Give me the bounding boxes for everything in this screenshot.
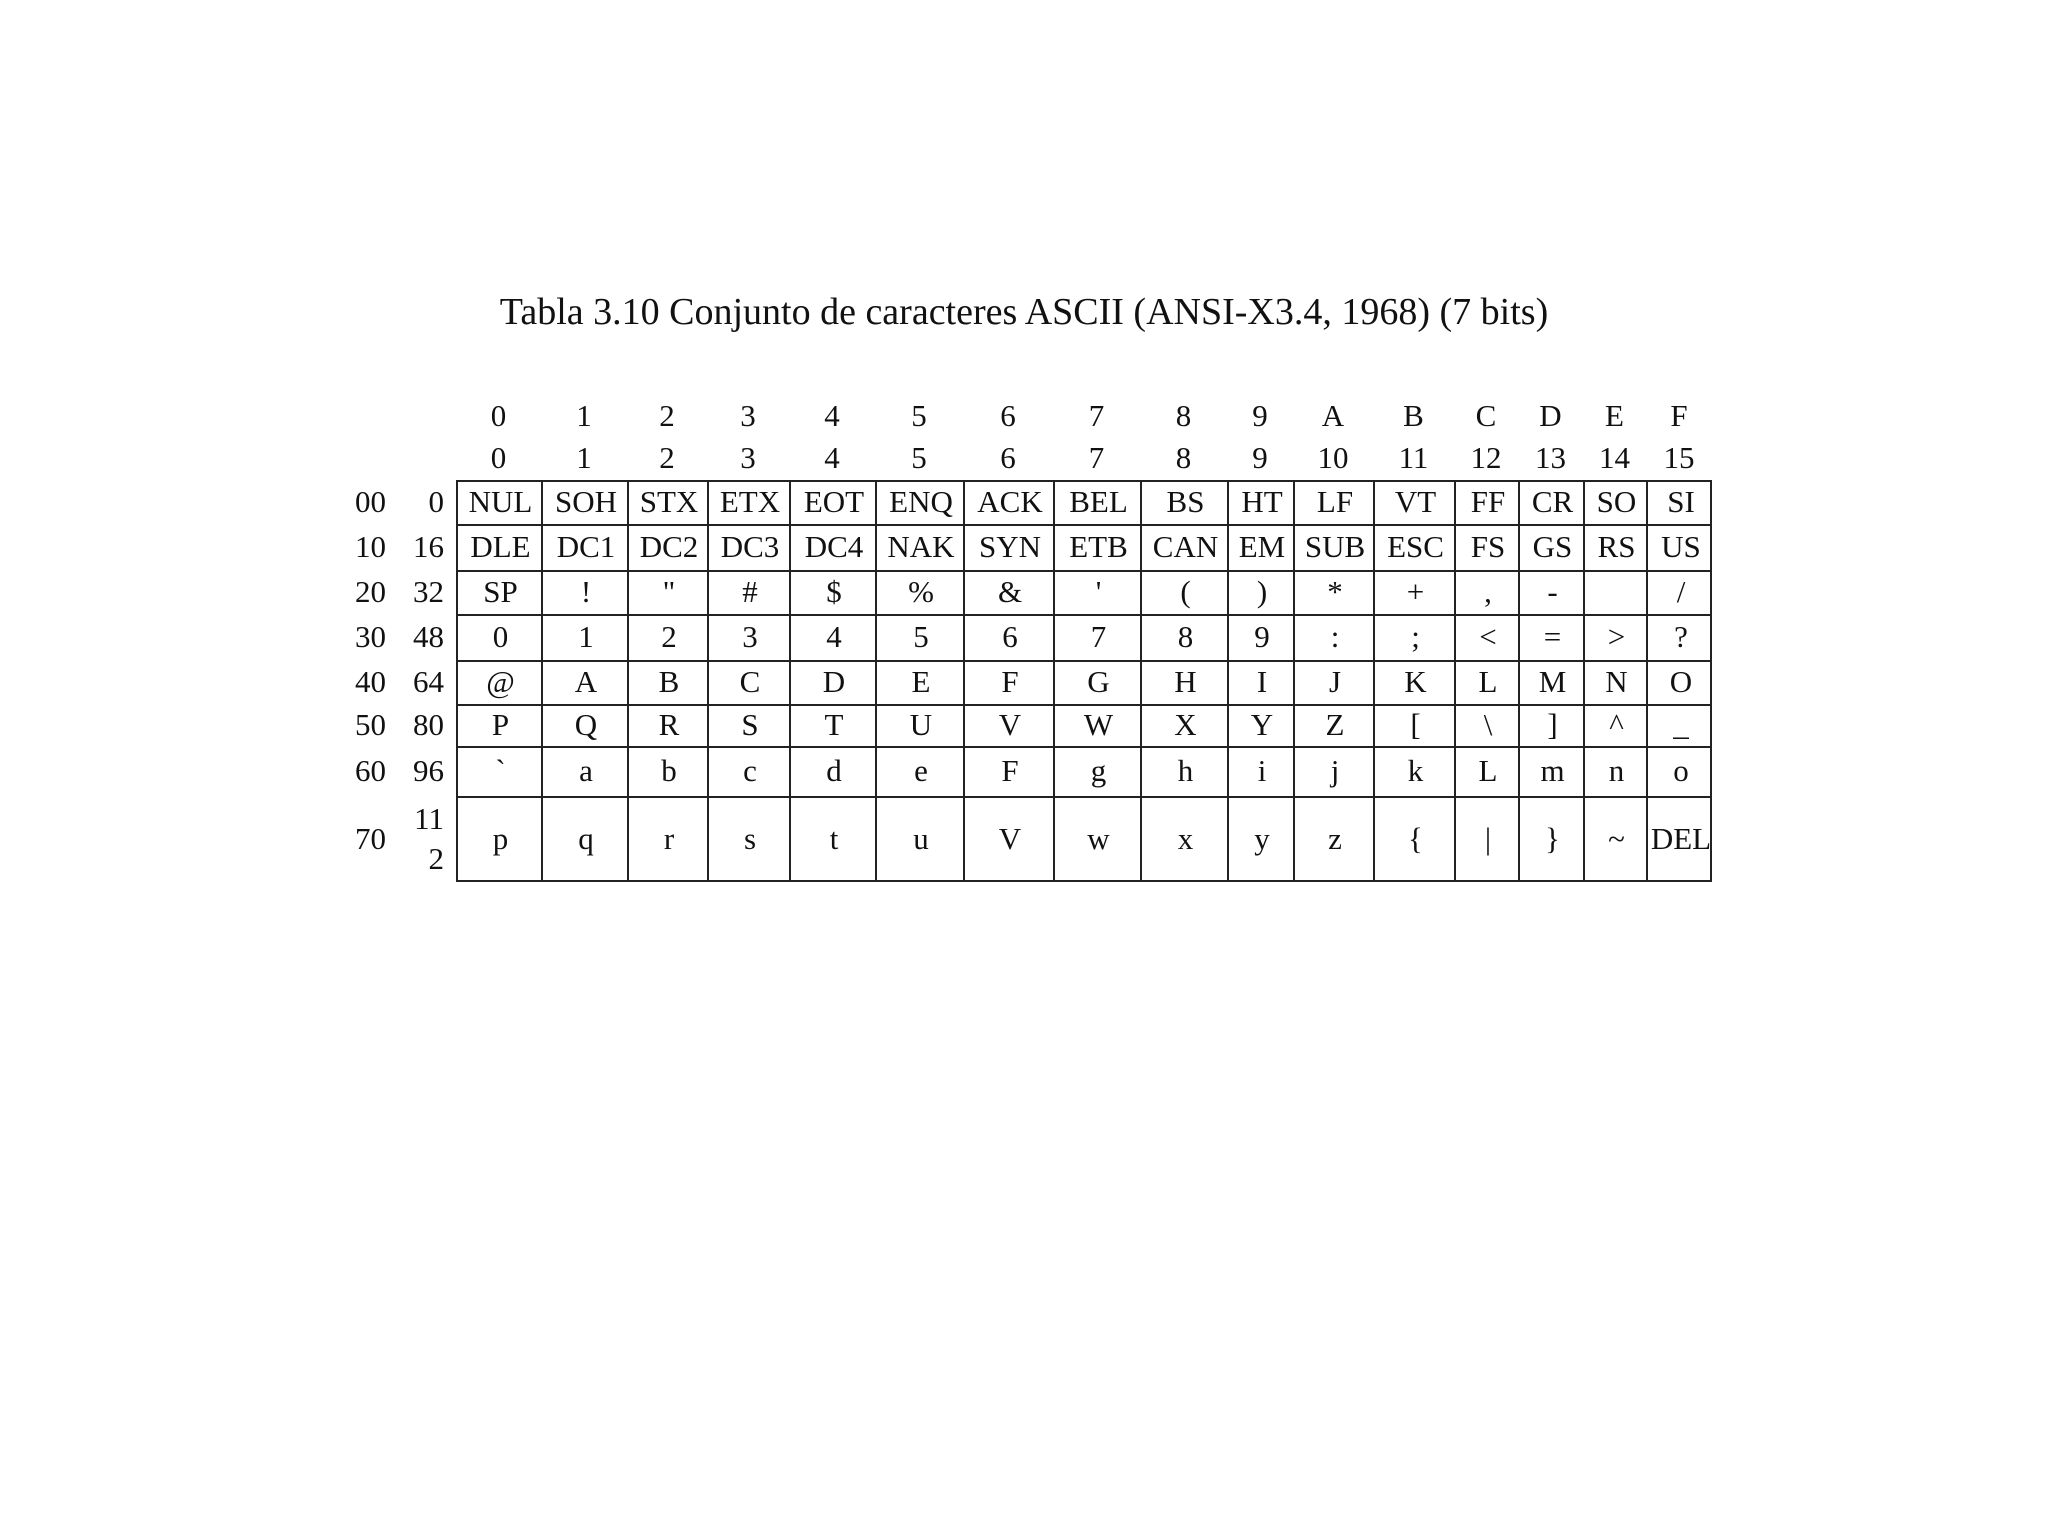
row-label-dec: 80: [413, 707, 444, 742]
column-header-hex: 3: [740, 398, 756, 433]
table-cell: S: [741, 707, 759, 742]
table-cell: Q: [574, 707, 598, 742]
table-cell: ETB: [1069, 529, 1128, 564]
table-cell: {: [1408, 821, 1423, 856]
table-cell: 6: [1002, 619, 1018, 654]
table-cell: V: [998, 707, 1022, 742]
table-cell: B: [658, 664, 680, 699]
table-cell: HT: [1241, 484, 1283, 519]
table-cell: U: [909, 707, 933, 742]
table-cell: ": [662, 574, 676, 609]
row-label-dec: 0: [428, 484, 444, 519]
row-divider: [458, 796, 1710, 798]
table-cell: |: [1484, 821, 1492, 856]
column-header-dec: 6: [1000, 440, 1016, 475]
column-header-dec: 4: [824, 440, 840, 475]
table-cell: SO: [1596, 484, 1637, 519]
table-cell: P: [491, 707, 510, 742]
row-label-hex: 40: [355, 664, 386, 699]
table-cell: SYN: [978, 529, 1041, 564]
table-cell: #: [742, 574, 758, 609]
table-cell: ETX: [719, 484, 781, 519]
table-cell: STX: [639, 484, 699, 519]
table-cell: 3: [742, 619, 758, 654]
table-cell: CAN: [1152, 529, 1219, 564]
column-header-hex: B: [1403, 398, 1424, 433]
table-cell: <: [1479, 619, 1497, 654]
table-cell: O: [1669, 664, 1693, 699]
column-header-hex: 4: [824, 398, 840, 433]
table-cell: >: [1607, 619, 1626, 654]
table-cell: ': [1095, 574, 1102, 609]
table-cell: !: [580, 574, 592, 609]
table-cell: 1: [578, 619, 594, 654]
column-header-hex: 0: [490, 398, 507, 433]
column-header-hex: 8: [1175, 398, 1192, 433]
table-cell: o: [1673, 753, 1689, 788]
table-cell: b: [661, 753, 677, 788]
table-cell: ): [1256, 574, 1268, 609]
table-cell: k: [1407, 753, 1424, 788]
table-cell: _: [1673, 707, 1689, 742]
table-cell: p: [492, 821, 509, 856]
column-header-dec: 8: [1175, 440, 1192, 475]
table-cell: *: [1327, 574, 1343, 609]
table-cell: FF: [1470, 484, 1506, 519]
column-header-hex: 2: [659, 398, 675, 433]
table-cell: &: [997, 574, 1023, 609]
table-cell: DEL: [1650, 821, 1712, 856]
table-cell: C: [739, 664, 761, 699]
row-label-hex: 00: [355, 484, 386, 519]
table-cell: 9: [1254, 619, 1270, 654]
row-label-dec: 64: [413, 664, 444, 699]
table-cell: $: [826, 574, 842, 609]
table-cell: DLE: [470, 529, 531, 564]
column-header-dec: 15: [1663, 440, 1695, 475]
table-cell: @: [486, 664, 515, 699]
table-cell: [: [1410, 707, 1421, 742]
table-cell: ^: [1609, 707, 1624, 742]
table-cell: 4: [826, 619, 842, 654]
table-cell: ?: [1674, 619, 1688, 654]
table-cell: q: [578, 821, 594, 856]
row-label-hex: 30: [355, 619, 386, 654]
table-cell: `: [495, 753, 506, 788]
column-header-dec: 0: [490, 440, 507, 475]
table-cell: EM: [1238, 529, 1286, 564]
table-cell: r: [663, 821, 675, 856]
column-header-dec: 9: [1252, 440, 1268, 475]
column-header-dec: 10: [1317, 440, 1349, 475]
table-cell: 5: [913, 619, 929, 654]
row-label-dec: 96: [413, 753, 444, 788]
table-cell: 8: [1177, 619, 1194, 654]
table-cell: u: [913, 821, 929, 856]
table-cell: US: [1661, 529, 1701, 564]
table-cell: N: [1605, 664, 1628, 699]
table-cell: DC4: [804, 529, 864, 564]
column-header-dec: 2: [659, 440, 675, 475]
table-cell: RS: [1597, 529, 1636, 564]
table-cell: Z: [1325, 707, 1345, 742]
table-cell: BS: [1166, 484, 1205, 519]
row-label-hex: 20: [355, 574, 386, 609]
table-cell: F: [1001, 664, 1019, 699]
table-cell: ESC: [1387, 529, 1444, 564]
table-cell: K: [1404, 664, 1427, 699]
table-cell: ACK: [977, 484, 1043, 519]
column-header-hex: 5: [911, 398, 927, 433]
column-header-hex: 6: [1000, 398, 1016, 433]
table-cell: J: [1328, 664, 1342, 699]
table-cell: w: [1087, 821, 1110, 856]
column-header-hex: 9: [1252, 398, 1268, 433]
table-cell: 0: [492, 619, 509, 654]
row-label-dec: 16: [413, 529, 444, 564]
ascii-table: [456, 480, 1712, 882]
table-cell: d: [826, 753, 842, 788]
table-cell: NUL: [468, 484, 533, 519]
table-cell: ENQ: [889, 484, 953, 519]
table-cell: L: [1478, 753, 1498, 788]
table-cell: m: [1540, 753, 1565, 788]
table-title: Tabla 3.10 Conjunto de caracteres ASCII (ANSI-X3.4, 1968) (7 bits): [499, 291, 1549, 333]
column-header-dec: 5: [911, 440, 927, 475]
table-cell: DC3: [720, 529, 780, 564]
table-cell: H: [1174, 664, 1197, 699]
row-label-hex: 50: [355, 707, 386, 742]
column-header-dec: 11: [1398, 440, 1429, 475]
table-cell: Y: [1250, 707, 1274, 742]
table-cell: ;: [1411, 619, 1420, 654]
table-cell: x: [1177, 821, 1194, 856]
table-cell: I: [1256, 664, 1268, 699]
table-cell: y: [1254, 821, 1270, 856]
table-cell: 7: [1090, 619, 1107, 654]
column-header-hex: C: [1475, 398, 1497, 433]
table-cell: z: [1328, 821, 1342, 856]
table-cell: F: [1001, 753, 1019, 788]
row-label-hex: 10: [355, 529, 386, 564]
table-cell: a: [579, 753, 593, 788]
column-header-dec: 7: [1088, 440, 1105, 475]
column-header-dec: 12: [1470, 440, 1502, 475]
column-header-hex: D: [1539, 398, 1562, 433]
table-cell: V: [998, 821, 1022, 856]
table-cell: }: [1545, 821, 1560, 856]
table-cell: g: [1090, 753, 1107, 788]
table-cell: E: [911, 664, 931, 699]
table-cell: [1585, 570, 1648, 614]
table-cell: -: [1547, 574, 1558, 609]
column-header-dec: 13: [1535, 440, 1566, 475]
table-cell: VT: [1394, 484, 1437, 519]
table-cell: t: [829, 821, 839, 856]
table-cell: SUB: [1304, 529, 1366, 564]
table-cell: +: [1406, 574, 1425, 609]
table-cell: s: [743, 821, 757, 856]
table-cell: SP: [483, 574, 518, 609]
table-cell: 2: [661, 619, 677, 654]
table-cell: SI: [1667, 484, 1695, 519]
table-cell: /: [1676, 574, 1686, 609]
table-cell: LF: [1316, 484, 1354, 519]
table-cell: BEL: [1069, 484, 1128, 519]
table-cell: \: [1483, 707, 1493, 742]
row-label-hex: 70: [355, 821, 386, 856]
table-cell: EOT: [803, 484, 865, 519]
table-cell: GS: [1532, 529, 1573, 564]
table-cell: X: [1174, 707, 1197, 742]
table-cell: NAK: [887, 529, 955, 564]
table-cell: (: [1180, 574, 1191, 609]
column-header-hex: E: [1605, 398, 1624, 433]
table-cell: h: [1177, 753, 1194, 788]
table-cell: M: [1538, 664, 1567, 699]
column-header-hex: A: [1321, 398, 1345, 433]
table-cell: ,: [1484, 574, 1492, 609]
table-cell: DC2: [639, 529, 699, 564]
table-cell: ]: [1547, 707, 1558, 742]
table-cell: n: [1608, 753, 1625, 788]
column-header-hex: 7: [1088, 398, 1105, 433]
table-cell: e: [914, 753, 928, 788]
table-cell: ~: [1608, 821, 1625, 856]
row-label-hex: 60: [355, 753, 386, 788]
table-cell: DC1: [556, 529, 616, 564]
table-cell: R: [658, 707, 680, 742]
table-cell: A: [574, 664, 598, 699]
table-cell: i: [1257, 753, 1267, 788]
column-header-hex: 1: [576, 398, 592, 433]
column-header-dec: 1: [576, 440, 592, 475]
column-header-hex: F: [1670, 398, 1688, 433]
table-cell: %: [908, 574, 934, 609]
row-label-dec: 32: [413, 574, 444, 609]
table-cell: T: [824, 707, 844, 742]
table-cell: j: [1330, 753, 1340, 788]
table-cell: =: [1543, 619, 1562, 654]
table-cell: SOH: [554, 484, 617, 519]
table-cell: FS: [1470, 529, 1506, 564]
table-cell: W: [1083, 707, 1114, 742]
column-header-dec: 3: [740, 440, 756, 475]
row-label-dec: 48: [413, 619, 444, 654]
row-label-dec: 11 2: [414, 801, 444, 876]
table-cell: L: [1478, 664, 1498, 699]
table-cell: c: [743, 753, 757, 788]
column-header-dec: 14: [1599, 440, 1630, 475]
table-cell: CR: [1531, 484, 1574, 519]
table-cell: G: [1087, 664, 1110, 699]
table-cell: D: [822, 664, 846, 699]
table-cell: :: [1330, 619, 1340, 654]
